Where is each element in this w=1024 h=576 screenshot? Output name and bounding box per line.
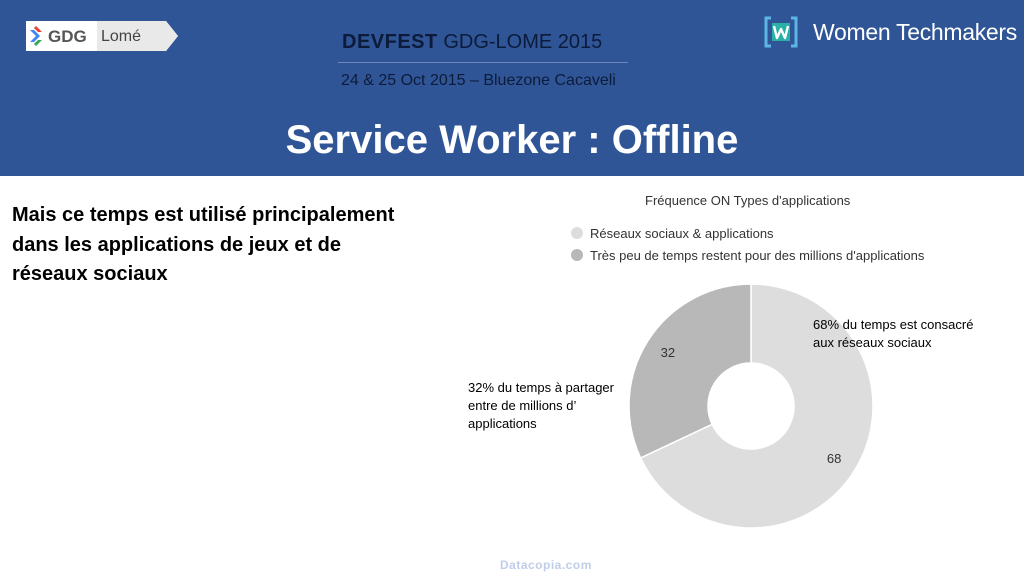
watermark: Datacopia.com: [500, 558, 592, 572]
donut-chart: [620, 275, 882, 537]
partner-name: Women Techmakers: [813, 19, 1017, 45]
event-divider: [338, 62, 628, 63]
event-name: DEVFEST: [342, 31, 438, 53]
slide-title: Service Worker : Offline: [285, 118, 739, 162]
annotation-apps: 32% du temps à partager entre de millions d’ applications: [468, 380, 614, 431]
gdg-lome-badge: [26, 21, 178, 51]
pie-slice: [629, 284, 751, 458]
event-suffix: GDG-LOME 2015: [443, 31, 603, 53]
women-techmakers-logo-icon: [764, 16, 798, 48]
header-band: [0, 0, 1024, 176]
legend-label: Réseaux sociaux & applications: [590, 225, 774, 241]
event-date: 24 & 25 Oct 2015 – Bluezone Cacaveli: [341, 72, 616, 89]
legend-item: [571, 222, 924, 244]
chart-legend: [571, 222, 924, 266]
slice-value-label: 32: [660, 345, 676, 361]
event-title: [342, 31, 602, 54]
legend-label: Très peu de temps restent pour des millions d'applications: [590, 247, 925, 263]
gdg-label: GDG: [48, 27, 87, 46]
chart-title: Fréquence ON Types d'applications: [645, 193, 851, 208]
slice-value-label: 68: [826, 450, 842, 466]
body-text: Mais ce temps est utilisé principalement dans les applications de jeux et de réseaux sociaux: [12, 204, 395, 285]
legend-swatch-icon: [571, 249, 583, 261]
annotation-social: 68% du temps est consacré aux réseaux sociaux: [813, 317, 974, 350]
legend-item: [571, 244, 924, 266]
gdg-city: Lomé: [101, 28, 142, 45]
legend-swatch-icon: [571, 227, 583, 239]
